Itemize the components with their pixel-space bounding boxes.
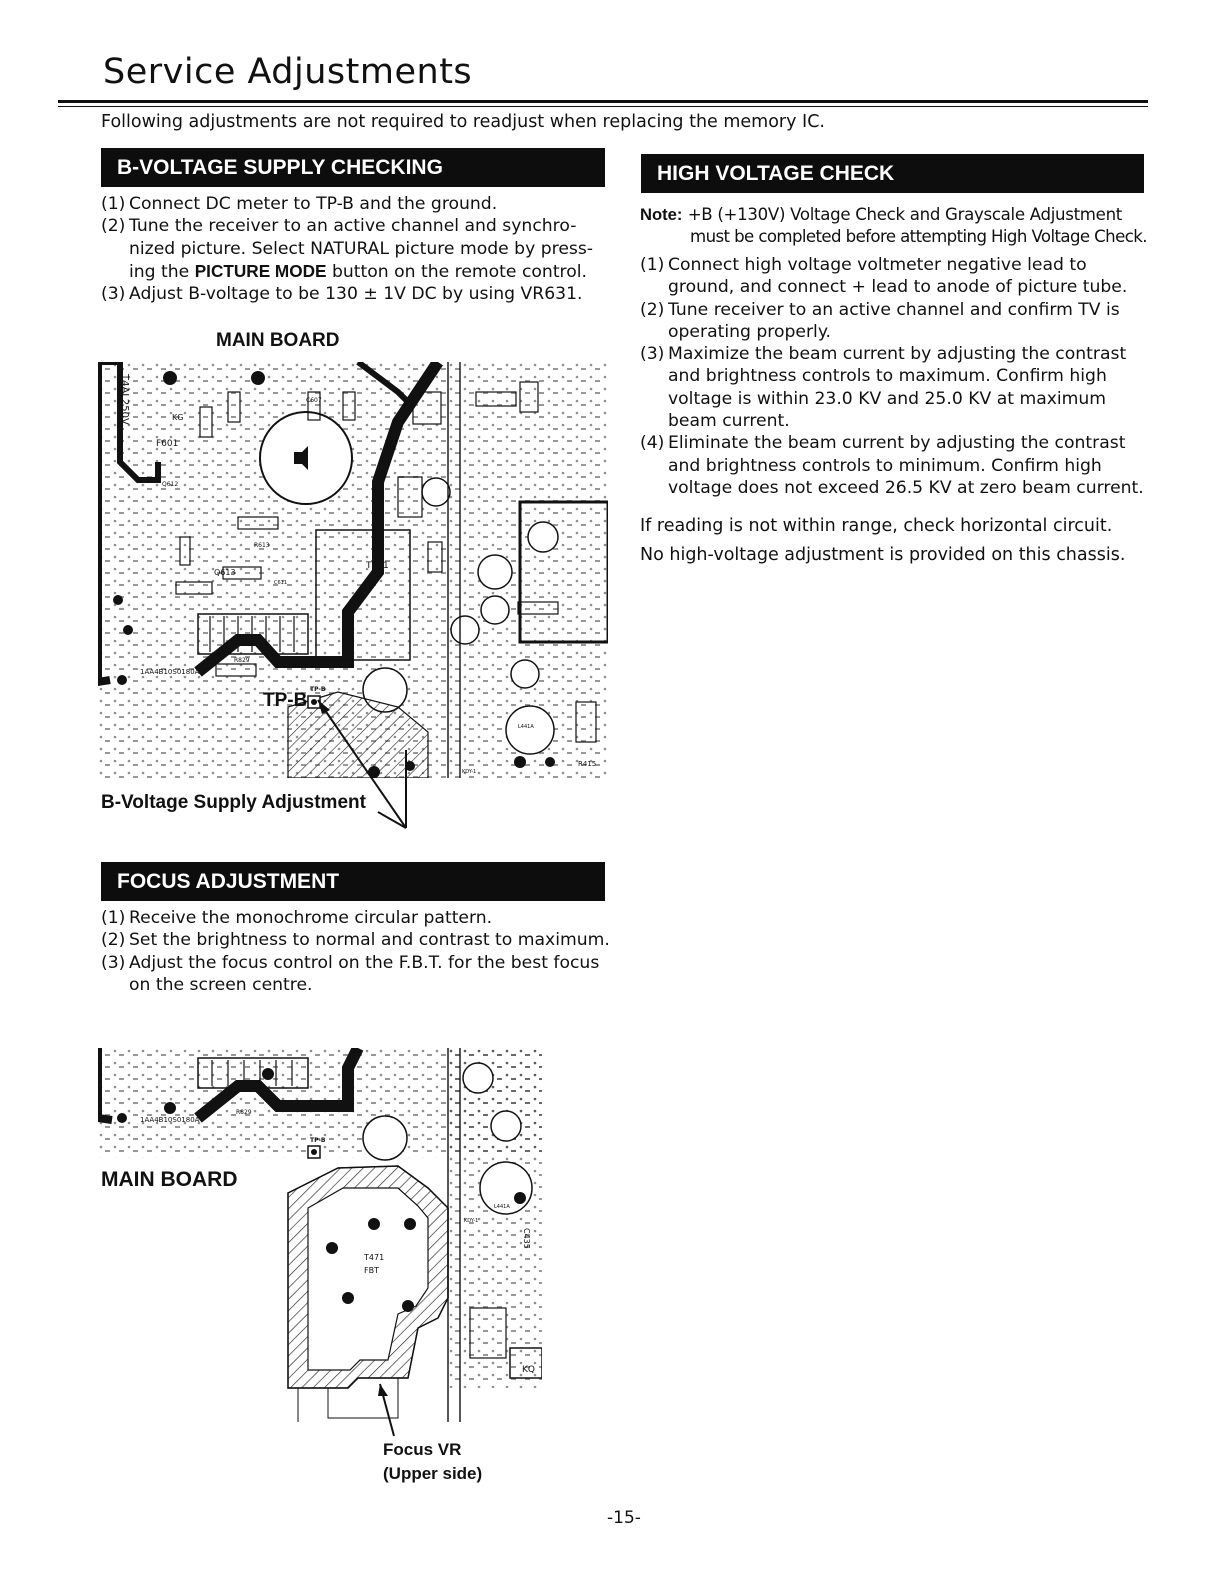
focus-step-3 bbox=[101, 952, 613, 997]
high-voltage-step-3 bbox=[640, 343, 1150, 432]
b-voltage-steps bbox=[101, 193, 613, 305]
page-title: Service Adjustments bbox=[103, 52, 473, 92]
high-voltage-heading: HIGH VOLTAGE CHECK bbox=[641, 154, 1144, 193]
pcb-label-l441a: L441A bbox=[518, 724, 534, 730]
pcb-label-r415: R415 bbox=[578, 760, 597, 768]
b-voltage-adjustment-callout: B-Voltage Supply Adjustment bbox=[101, 792, 366, 813]
note-line-1 bbox=[640, 205, 1122, 225]
pcb-label-fuse: T4AL250V bbox=[119, 374, 130, 425]
step-text: Receive the monochrome circular pattern. bbox=[129, 908, 493, 928]
title-rule-thin bbox=[58, 106, 1148, 107]
step-text bbox=[129, 215, 613, 283]
step-number: (2) bbox=[640, 299, 665, 320]
step-text: Connect DC meter to TP-B and the ground. bbox=[129, 194, 498, 214]
pcb-label-r829: R829 bbox=[234, 657, 250, 664]
pcb-label-t471: T471 bbox=[364, 1253, 385, 1262]
step-number: (3) bbox=[101, 284, 126, 305]
step-text: Adjust the focus control on the F.B.T. for the best focus on the screen centre. bbox=[129, 952, 600, 995]
step-text: Tune receiver to an active channel and confirm TV is operating properly. bbox=[668, 299, 1120, 342]
pcb-label-kdy1: KDY-1 bbox=[464, 1218, 479, 1224]
step-number: (1) bbox=[101, 194, 126, 214]
b-voltage-step-2 bbox=[101, 215, 613, 283]
high-voltage-step-4 bbox=[640, 432, 1150, 499]
intro-text: Following adjustments are not required to readjust when replacing the memory IC. bbox=[101, 112, 825, 132]
pcb-label-fbt: FBT bbox=[364, 1266, 379, 1275]
pcb-label-board-code: 1AA4B10S0180A bbox=[140, 668, 200, 676]
step-text: Set the brightness to normal and contrast to maximum. bbox=[129, 930, 610, 951]
pcb-diagram-fbt-area bbox=[98, 1048, 542, 1422]
focus-step-2 bbox=[101, 929, 613, 951]
pcb-label-r613: R613 bbox=[254, 542, 270, 549]
step-text-pre: Tune the receiver to an active channel and synchro-nized picture. Select NATURAL picture mode by press-ing the bbox=[129, 216, 594, 282]
focus-vr-label: Focus VR bbox=[383, 1440, 462, 1459]
pcb-label-kq: KQ bbox=[522, 1365, 535, 1375]
step-number: (2) bbox=[101, 930, 126, 951]
pcb-label-kdy1: KDY-1 bbox=[462, 769, 477, 775]
pcb-label-q612: Q612 bbox=[162, 481, 179, 488]
title-rule bbox=[58, 100, 1148, 103]
step-text-post: button on the remote control. bbox=[326, 261, 587, 282]
pcb-label-tp-b: TP-B bbox=[310, 686, 326, 693]
pcb-label-q613: Q613 bbox=[214, 568, 236, 577]
pcb-label-board-code: 1AA4B10S0180A bbox=[140, 1116, 200, 1124]
pcb-label-r829: R829 bbox=[236, 1109, 252, 1116]
step-number: (2) bbox=[101, 216, 126, 237]
main-board-label: MAIN BOARD bbox=[216, 330, 340, 351]
pcb-label-t611: T611 bbox=[366, 561, 389, 571]
tp-b-label: TP-B bbox=[263, 690, 308, 711]
note-text-1: +B (+130V) Voltage Check and Grayscale Adjustment bbox=[687, 205, 1122, 224]
pcb-label-f601: F601 bbox=[156, 439, 179, 449]
step-number: (1) bbox=[101, 908, 126, 928]
step-number: (3) bbox=[101, 952, 126, 973]
focus-heading: FOCUS ADJUSTMENT bbox=[101, 862, 605, 901]
pcb-label-kg: KG bbox=[172, 413, 184, 422]
high-voltage-step-2 bbox=[640, 299, 1150, 344]
pcb-label-c435: C435 bbox=[522, 1228, 531, 1249]
step-text: Maximize the beam current by adjusting the contrast and brightness controls to maximum. Confirm high voltage is within 23.0 KV and 25.0 KV at maximum beam current. bbox=[668, 344, 1127, 432]
b-voltage-step-1 bbox=[101, 193, 613, 215]
step-number: (1) bbox=[640, 255, 665, 275]
focus-step-1 bbox=[101, 907, 613, 929]
step-text: Connect high voltage voltmeter negative lead to ground, and connect + lead to anode of picture tube. bbox=[668, 255, 1128, 298]
b-voltage-step-3 bbox=[101, 283, 613, 305]
pcb-label-tp-b: TP-B bbox=[310, 1137, 326, 1144]
focus-vr-side-label: (Upper side) bbox=[383, 1464, 483, 1483]
page-number: -15- bbox=[607, 1508, 641, 1528]
focus-main-board-label: MAIN BOARD bbox=[101, 1168, 238, 1191]
range-check-text: If reading is not within range, check horizontal circuit. bbox=[640, 516, 1113, 536]
focus-steps bbox=[101, 907, 613, 996]
step-text: Adjust B-voltage to be 130 ± 1V DC by using VR631. bbox=[129, 284, 583, 305]
no-adjustment-text: No high-voltage adjustment is provided on this chassis. bbox=[640, 545, 1126, 565]
note-text-2: must be completed before attempting High Voltage Check. bbox=[690, 227, 1147, 246]
b-voltage-heading: B-VOLTAGE SUPPLY CHECKING bbox=[101, 148, 605, 187]
high-voltage-steps bbox=[640, 254, 1150, 499]
step-text: Eliminate the beam current by adjusting the contrast and brightness controls to minimum. Confirm high voltage does not exceed 26.5 KV at zero beam current. bbox=[668, 433, 1144, 498]
pcb-label-l441a: L441A bbox=[494, 1204, 510, 1210]
note-label: Note: bbox=[640, 205, 683, 224]
callout-arrows bbox=[300, 690, 420, 835]
step-number: (3) bbox=[640, 344, 665, 365]
high-voltage-step-1 bbox=[640, 254, 1150, 299]
step-number: (4) bbox=[640, 433, 665, 454]
pcb-label-c607: C607 bbox=[306, 397, 322, 404]
picture-mode-label: PICTURE MODE bbox=[194, 260, 327, 281]
focus-arrow bbox=[362, 1380, 402, 1440]
pcb-label-c611: C611 bbox=[274, 580, 288, 586]
